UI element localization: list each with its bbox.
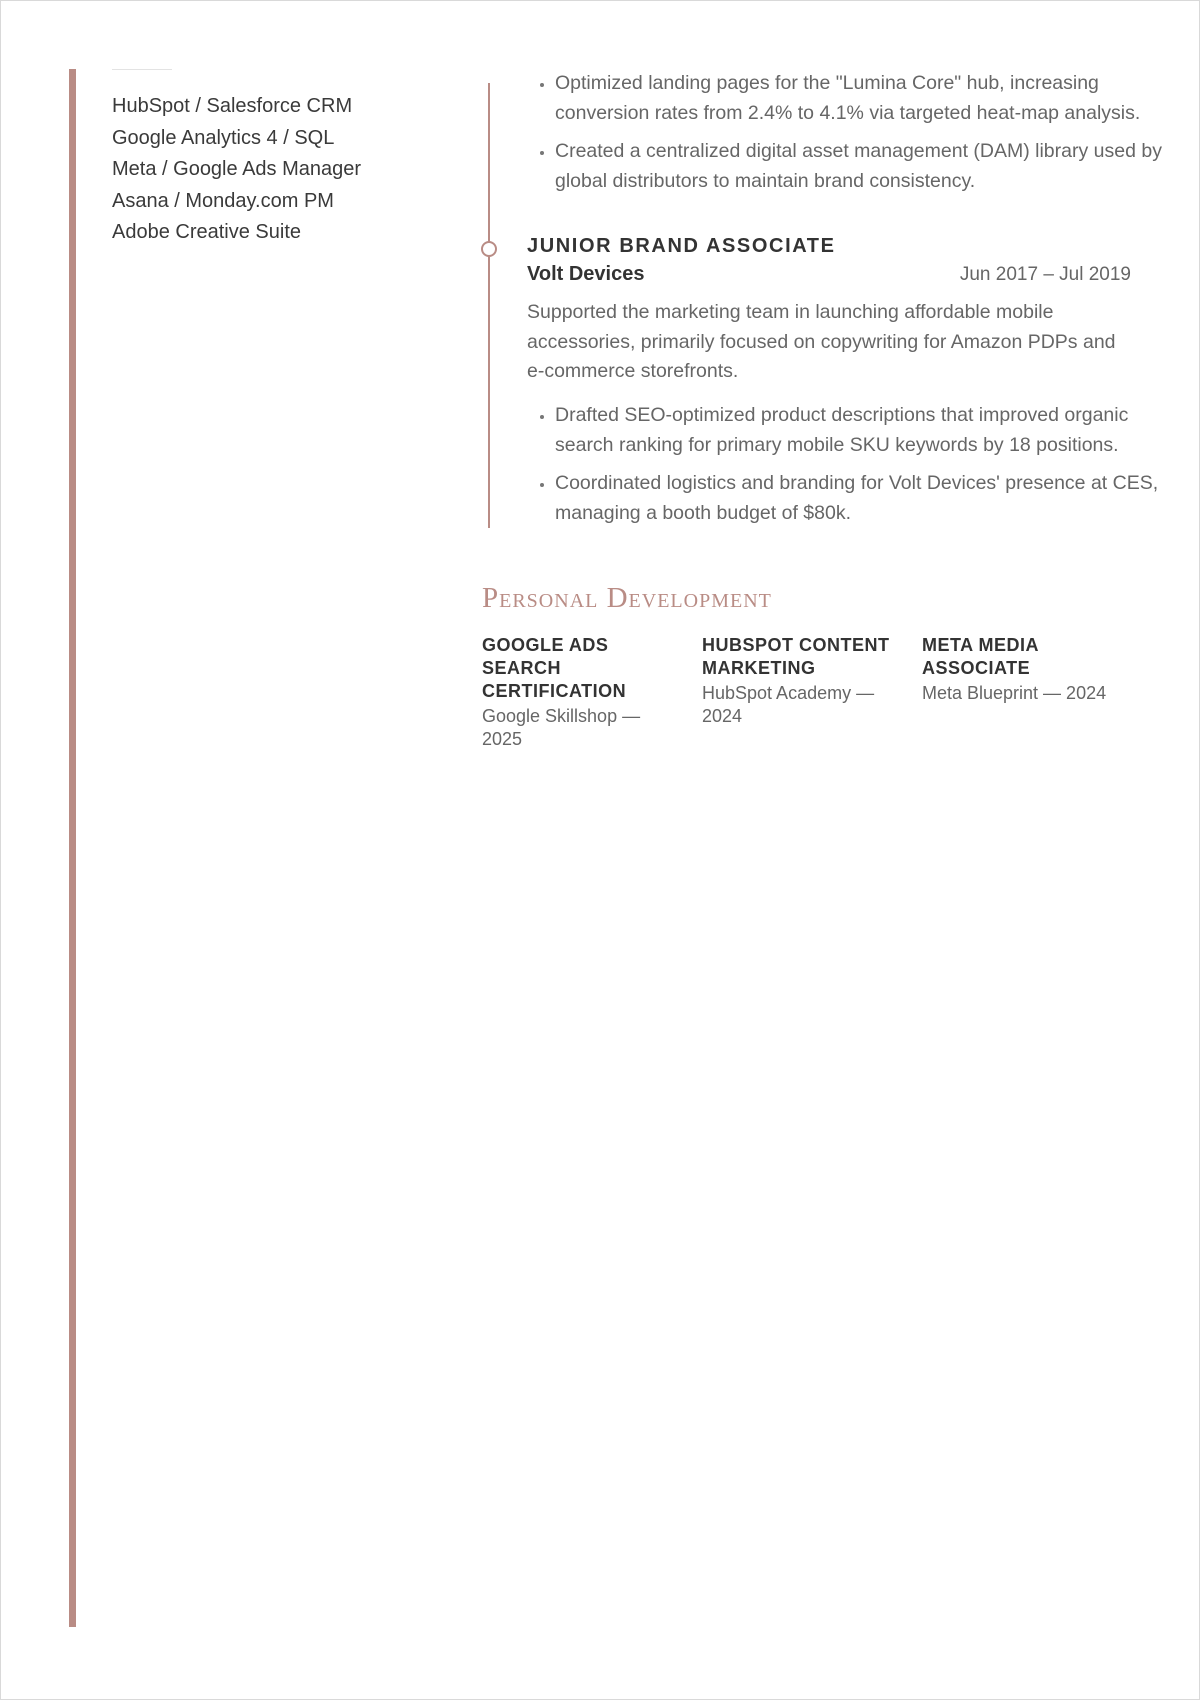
skill-item: Asana / Monday.com PM — [112, 189, 334, 212]
job-bullets — [527, 401, 1165, 537]
certification-item — [922, 634, 1142, 751]
bullet-item: • Coordinated logistics and branding for Volt Devices' presence at CES, managing a booth budget of $80k. — [555, 469, 1165, 528]
sidebar-accent-bar — [69, 69, 76, 1627]
skill-item: Meta / Google Ads Manager — [112, 158, 362, 180]
job-company: Volt Devices — [527, 263, 645, 285]
certifications-grid — [482, 634, 1142, 751]
skills-list — [112, 91, 442, 249]
job-dates: Jun 2017 – Jul 2019 — [959, 264, 1131, 285]
certification-issuer: Meta Blueprint — 2024 — [922, 683, 1107, 703]
timeline-node-icon — [481, 241, 497, 257]
certification-item — [482, 634, 702, 751]
certification-name: HUBSPOT CONTENT MARKETING — [702, 635, 890, 678]
previous-job-bullets — [527, 69, 1165, 205]
experience-timeline-line — [488, 83, 490, 528]
skill-item: HubSpot / Salesforce CRM — [112, 95, 353, 117]
bullet-item: • Optimized landing pages for the "Lumina Core" hub, increasing conversion rates from 2.4% to 4.1% via targeted heat-map analysis. — [555, 69, 1165, 128]
sidebar-divider — [112, 69, 172, 70]
skill-item: Google Analytics 4 / SQL — [112, 126, 335, 149]
personal-development-heading: Personal Development — [482, 582, 772, 614]
bullet-item: • Drafted SEO-optimized product descriptions that improved organic search ranking for primary mobile SKU keywords by 18 positions. — [555, 401, 1165, 460]
certification-name: GOOGLE ADS SEARCH CERTIFICATION — [482, 635, 627, 701]
certification-item — [702, 634, 922, 751]
skill-item: Adobe Creative Suite — [112, 221, 302, 243]
bullet-item: • Created a centralized digital asset management (DAM) library used by global distributors to maintain brand consistency. — [555, 137, 1165, 196]
job-title: JUNIOR BRAND ASSOCIATE — [527, 235, 836, 257]
certification-issuer: HubSpot Academy — 2024 — [702, 683, 875, 726]
certification-name: META MEDIA ASSOCIATE — [922, 635, 1039, 678]
certification-issuer: Google Skillshop — 2025 — [482, 706, 641, 749]
job-summary: Supported the marketing team in launching affordable mobile accessories, primarily focused on copywriting for Amazon PDPs and e-commerce storefronts. — [527, 301, 1116, 382]
